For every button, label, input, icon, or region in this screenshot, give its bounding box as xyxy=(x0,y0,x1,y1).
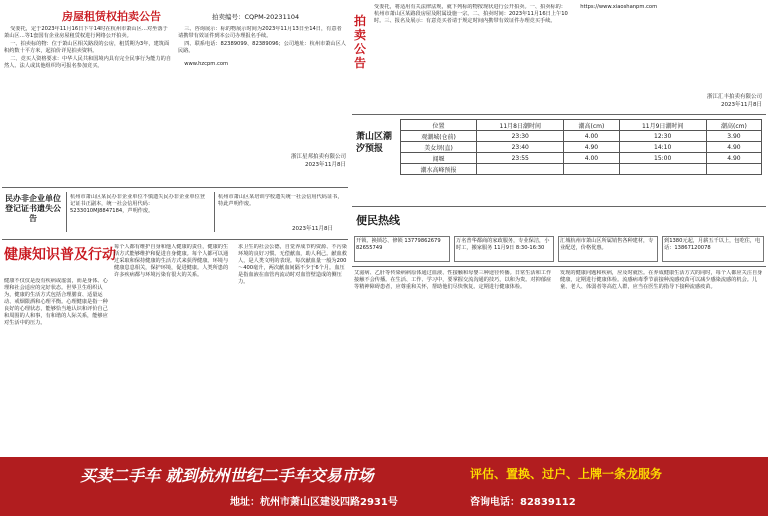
hotline-title: 便民热线 xyxy=(356,214,400,227)
table-cell xyxy=(564,164,619,175)
banner-phone: 咨询电话：82839112 xyxy=(470,497,576,508)
ngo-date: 2023年11月8日 xyxy=(292,226,333,232)
health-column: 求卫生的社会公德，自觉养成节约资源、不污染环境的良好习惯。无偿献血，助人利己。献血救人，是人类文明的表现。每次献血量一般为200～400毫升，两次献血间隔不少于6个月。血压是指血液在血管内流动时对血管壁造成的侧压力。 xyxy=(238,244,347,285)
rental-paragraph: 三、咨询展示：标的物展示时间为2023年11月13日至14日，有意者请携带有效证件到本公司办理报名手续。 xyxy=(178,26,342,39)
hotline-section xyxy=(352,208,766,238)
health-column: 艾滋病、乙肝等传染病病原体通过血液、性接触和母婴三种途径传播。日常生活和工作接触不会传播。在生活、工作、学习中，要掌握交流沟通的技巧，以和为贵。对抑郁症等精神障碍患者，应尊重和关怀，帮助他们尽快恢复。定期进行健康体检。 xyxy=(354,270,552,290)
tide-table xyxy=(400,119,762,175)
divider xyxy=(352,206,766,207)
auction-notice xyxy=(352,2,766,114)
table-row xyxy=(401,120,762,131)
auction-vertical-title: 拍卖公告 xyxy=(354,14,367,70)
rental-code: 拍卖编号：CQPM-20231104 xyxy=(212,13,300,21)
table-header: 位置 xyxy=(401,120,477,131)
table-cell: 4.00 xyxy=(564,153,619,164)
table-cell: 4.00 xyxy=(564,131,619,142)
table-header: 潮高(cm) xyxy=(564,120,619,131)
table-cell: 4.90 xyxy=(706,153,761,164)
table-cell: 美女坝(直) xyxy=(401,142,477,153)
table-cell: 闻堰 xyxy=(401,153,477,164)
rental-date: 2023年11月8日 xyxy=(305,162,346,168)
table-cell: 3.90 xyxy=(706,131,761,142)
hotline-ad: 开锁、换锁芯、修锁 13779862679 82655749 xyxy=(354,236,450,262)
table-cell: 23:30 xyxy=(477,131,564,142)
auction-company: 浙江汇丰拍卖有限公司 xyxy=(706,94,762,100)
table-cell: 4.90 xyxy=(706,142,761,153)
table-header: 11月8日潮时间 xyxy=(477,120,564,131)
ngo-body: 杭州市萧山区某民办非企业单位不慎遗失民办非企业单位登记证书正副本，统一社会信用代码：5233010MJ8847184，声明作废。 xyxy=(70,194,205,214)
banner-services: 评估、置换、过户、上牌一条龙服务 xyxy=(470,467,663,481)
banner-address: 地址：杭州市萧山区建设四路2931号 xyxy=(230,497,398,508)
table-cell: 23:55 xyxy=(477,153,564,164)
rental-paragraph: 四、联系电话：82389099、82389096；公司地址：杭州市萧山区人民路。 xyxy=(178,41,346,54)
ngo-title: 民办非企业单位登记证书遗失公告 xyxy=(5,194,61,223)
table-cell: 观潮城(仓前) xyxy=(401,131,477,142)
used-car-banner[interactable] xyxy=(0,457,768,516)
table-header: 11月9日潮时间 xyxy=(619,120,706,131)
table-cell: 12:30 xyxy=(619,131,706,142)
divider xyxy=(2,239,348,240)
divider xyxy=(352,114,766,115)
table-cell: 15:00 xyxy=(619,153,706,164)
table-cell xyxy=(706,164,761,175)
rental-company: 浙江星邦拍卖有限公司 xyxy=(290,154,346,160)
table-header: 潮高(cm) xyxy=(706,120,761,131)
rental-paragraph: 二、竞买人资格要求：中华人民共和国境内具有完全民事行为能力的自然人、法人或其他组织均可报名参加竞买。 xyxy=(4,56,172,69)
table-cell: 4.90 xyxy=(564,142,619,153)
ngo-notice xyxy=(2,190,348,236)
health-column: 发现的健康问题和疾病，应及时就医。在养成健康生活方式的同时，每个人都应关注自身健康，定期进行健康体检。流感病毒季节前接种流感疫苗可以减少感染流感的机会。儿童、老人、体弱者等高危人群，应当在医生的指导下接种流感疫苗。 xyxy=(560,270,763,290)
divider xyxy=(352,266,766,267)
divider xyxy=(66,192,67,232)
hotline-ad: 汇城杭州市萧山区所属销售各种建材，专业配送，价格优惠。 xyxy=(558,236,658,262)
health-column: 健康不仅仅是没有疾病或虚弱，而是身体、心理和社会适应的完好状态。世界卫生组织认为，健康的生活方式包括合理膳食、适量运动、戒烟限酒和心理平衡。心理健康是指一种良好的心理状态，能够恰当地认识和评价自己和周围的人和事，有和谐的人际关系，能够应对生活中的压力。 xyxy=(4,278,108,326)
health-title: 健康知识普及行动 xyxy=(4,247,116,263)
auction-site[interactable]: https://www.xiaoshanpm.com xyxy=(580,4,658,10)
hotline-ads xyxy=(352,236,766,264)
table-cell xyxy=(619,164,706,175)
tide-title: 萧山区潮汐预报 xyxy=(356,132,393,154)
hotline-ad: 到1380元起，月薪五千以上，包吃住，电话：13867120078 xyxy=(662,236,764,262)
banner-main: 买卖二手车 就到杭州世纪二手车交易市场 xyxy=(80,466,374,485)
table-row xyxy=(401,142,762,153)
auction-date: 2023年11月8日 xyxy=(721,102,762,108)
rental-paragraph: 受委托，定于2023年11月16日下午14时在杭州市萧山区…对坐落于萧山区…等1套国有企业房屋租赁权进行网络公开拍卖。 xyxy=(4,26,168,39)
rental-paragraph: 一、拍卖标的物：位于萧山区相关路段的公房，租赁期为3年，建筑面积约数十平方米，起拍价详见拍卖资料。 xyxy=(4,41,170,54)
table-cell: 潮水高峰预报 xyxy=(401,164,477,175)
table-row xyxy=(401,131,762,142)
divider xyxy=(2,187,348,188)
table-row xyxy=(401,164,762,175)
table-cell: 23:40 xyxy=(477,142,564,153)
divider xyxy=(214,192,215,232)
auction-body: 受委托，将适用有关法律法规，就下列标的物按现状进行公开拍卖。一、拍卖标的：杭州市萧山区某路段房屋及附属设施一宗。二、拍卖时间：2023年11月16日上午10时。三、报名及展示：有意竞买者请于规定时间内携带有效证件办理竞买手续。 xyxy=(374,4,568,24)
rental-title: 房屋租赁权拍卖公告 xyxy=(62,10,161,23)
rental-notice xyxy=(2,2,348,182)
rental-site[interactable]: www.hzcpm.com xyxy=(184,61,229,67)
ngo-right-body: 杭州市萧山区某培训学校遗失统一社会信用代码证书，特此声明作废。 xyxy=(218,194,343,207)
tide-forecast xyxy=(352,117,766,209)
health-column: 每个人都有维护自身和他人健康的责任，健康的生活方式能够维护和促进自身健康。每个人都可以通过采取和保持健康的生活方式来获得健康。环境与健康息息相关，保护环境，促进健康。人类所患的许多疾病都与环境污染有很大的关系。 xyxy=(114,244,229,278)
table-cell: 14:10 xyxy=(619,142,706,153)
table-cell xyxy=(477,164,564,175)
table-row xyxy=(401,153,762,164)
hotline-ad: 万名普华都商的家政服务，专业保洁，小时工，搬家服务 11月9日 8:30-16:30 xyxy=(454,236,554,262)
